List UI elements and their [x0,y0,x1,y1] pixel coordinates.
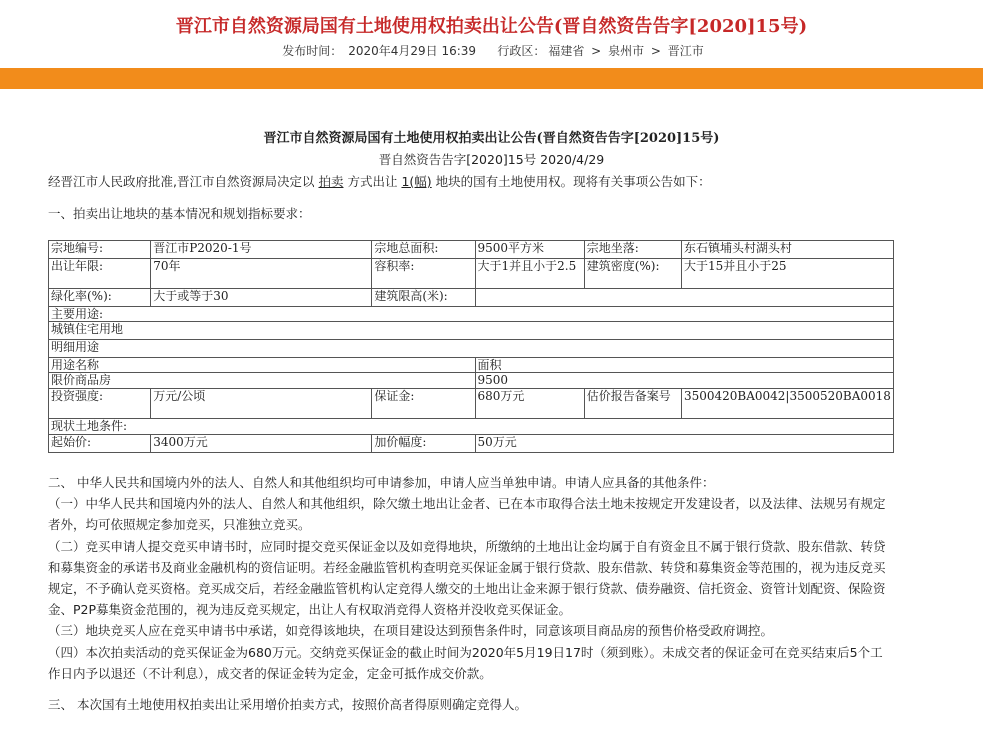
section-1-heading: 一、拍卖出让地块的基本情况和规划指标要求： [48,206,311,221]
cell-value: 限价商品房 [49,373,476,389]
intro-text-3: 地块的国有土地使用权。现将有关事项公告如下： [435,174,711,189]
cell-label: 宗地编号: [49,241,151,259]
cell-value: 大于15并且小于25 [681,259,893,289]
cell-label: 投资强度: [49,389,151,419]
cell-value: 680万元 [475,389,584,419]
condition-3: （三）地块竞买人应在竞买申请书中承诺，如竞得该地块，在项目建设达到预售条件时，同意该项目商品房的预售价格受政府调控。 [48,623,774,639]
cell-value: 万元/公顷 [151,389,372,419]
cell-value: 大于1并且小于2.5 [475,259,584,289]
cell-value: 50万元 [475,435,893,453]
cell-value [475,289,893,307]
cell-value: 70年 [151,259,372,289]
publish-label: 发布时间： [282,44,343,58]
intro-method: 拍卖 [318,174,344,189]
cell-label: 加价幅度: [372,435,475,453]
announcement-content [0,89,983,713]
condition-1: （一）中华人民共和国境内外的法人、自然人和其他组织，除欠缴土地出让金者、已在本市取得合法土地未按规定开发建设者，以及法律、法规另有规定者外，均可依照规定参加竞买，只准独立竞买。 [48,496,886,533]
cell-label: 宗地总面积: [372,241,475,259]
breadcrumb-province[interactable]: 福建省 [548,44,585,58]
conditions-block [0,472,983,715]
condition-2: （二）竞买申请人提交竞买申请书时，应同时提交竞买保证金以及如竞得地块，所缴纳的土地出让金均属于自有资金且不属于银行贷款、股东借款、转贷和募集资金的承诺书及商业金融机构的资信证明。若经金融监管机构查明竞买保证金属于银行贷款、股东借款、转贷和募集资金等范围的，视为违反竞买规定，不予确认竞买资格。竞买成交后，若经金融监管机构认定竞得人缴交的土地出让金来源于银行贷款、债券融资、信托资金、资管计划配资、保险资金、P2P募集资金范围的，视为违反竞买规定，出让人有权取消竞得人资格并没收竞买保证金。 [48,538,886,618]
cell-label: 现状土地条件: [49,419,894,435]
breadcrumb-county[interactable]: 晋江市 [667,44,704,58]
meta-line [0,40,983,62]
cell-label: 起始价: [49,435,151,453]
cell-label: 用途名称 [49,358,476,373]
cell-label: 主要用途: [49,307,894,322]
doc-subtitle: 晋自然资告告字[2020]15号 2020/4/29 [378,152,605,167]
cell-label: 明细用途 [49,340,894,358]
page-title: 晋江市自然资源局国有土地使用权拍卖出让公告(晋自然资告告字[2020]15号) [175,16,808,37]
intro-paragraph [48,171,948,197]
cell-label: 容积率: [372,259,475,289]
cell-value: 9500平方米 [475,241,584,259]
cell-value: 3500420BA0042|3500520BA0018 [681,389,893,419]
cell-label: 绿化率(%): [49,289,151,307]
cell-value: 大于或等于30 [151,289,372,307]
cell-label: 宗地坐落: [584,241,681,259]
cell-value: 城镇住宅用地 [49,322,894,340]
publish-time: 2020年4月29日 16:39 [348,44,477,58]
intro-text-1: 经晋江市人民政府批准,晋江市自然资源局决定以 [48,174,315,189]
intro-text-2: 方式出让 [347,174,398,189]
region-label: 行政区： [497,44,546,58]
chevron-right-icon: > [650,44,661,58]
cell-label: 估价报告备案号 [584,389,681,419]
cell-value: 东石镇埔头村湖头村 [681,241,893,259]
condition-4: （四）本次拍卖活动的竞买保证金为680万元。交纳竞买保证金的截止时间为2020年5月19日17时（须到账）。未成交者的保证金可在竞买结束后5个工作日内予以退还（不计利息），成交者的保证金转为定金，定金可抵作成交价款。 [48,644,883,681]
intro-count: 1(幅) [401,174,432,189]
cell-label: 面积 [475,358,893,373]
cell-label: 建筑密度(%): [584,259,681,289]
cell-value: 晋江市P2020-1号 [151,241,372,259]
cell-label: 建筑限高(米): [372,289,475,307]
cell-label: 保证金: [372,389,475,419]
section-3-heading: 三、 本次国有土地使用权拍卖出让采用增价拍卖方式，按照价高者得原则确定竞得人。 [48,697,527,713]
cell-label: 出让年限: [49,259,151,289]
breadcrumb-city[interactable]: 泉州市 [608,44,645,58]
section-2-heading: 二、 中华人民共和国境内外的法人、自然人和其他组织均可申请参加，申请人应当单独申请。申请人应具备的其他条件： [48,475,715,490]
land-info-table [48,240,894,453]
orange-divider-bar [0,68,983,89]
cell-value: 9500 [475,373,893,389]
doc-title: 晋江市自然资源局国有土地使用权拍卖出让公告(晋自然资告告字[2020]15号) [263,131,720,146]
cell-value: 3400万元 [151,435,372,453]
chevron-right-icon: > [591,44,602,58]
